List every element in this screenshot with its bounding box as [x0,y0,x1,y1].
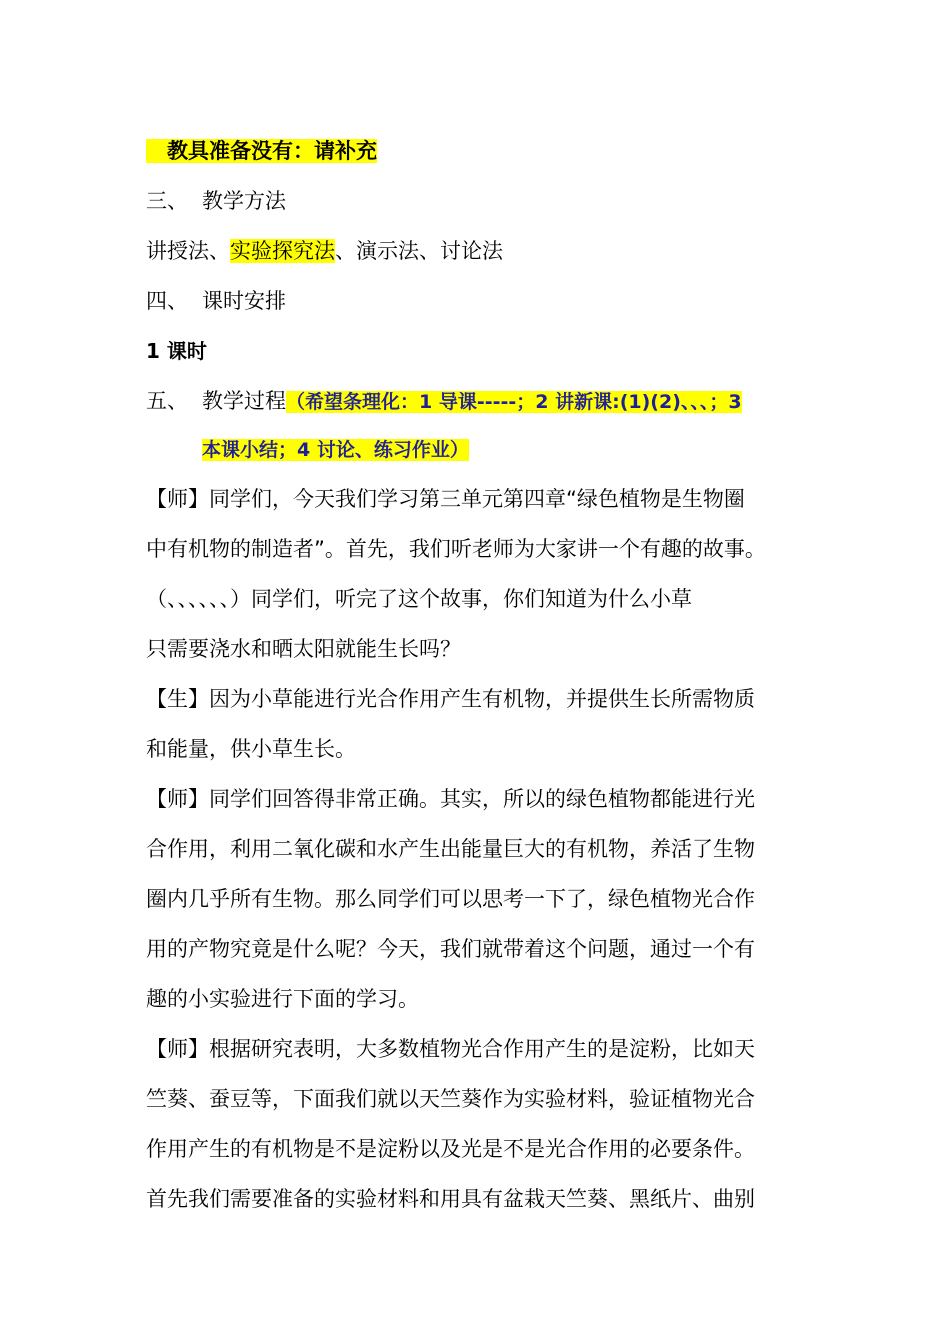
section-3-number: 三、 [146,189,188,213]
paragraph-line: 【生】因为小草能进行光合作用产生有机物，并提供生长所需物质 [146,687,755,711]
section-5-heading [146,386,816,417]
paragraph-line: 竺葵、蚕豆等，下面我们就以天竺葵作为实验材料，验证植物光合 [146,1087,755,1111]
teaching-aids-highlight: 教具准备没有：请补充 [146,139,377,163]
section-3-heading [146,186,816,216]
section-5-note-part2: 本课小结；4 讨论、练习作业） [202,439,469,461]
paragraph-line: 圈内几乎所有生物。那么同学们可以思考一下了，绿色植物光合作 [146,887,755,911]
section-3-title: 教学方法 [202,189,286,213]
section-5-number: 五、 [146,389,188,413]
class-hours: 1 课时 [146,339,207,363]
paragraph-line: 用的产物究竟是什么呢？今天，我们就带着这个问题，通过一个有 [146,937,755,961]
teaching-methods-line [146,236,816,266]
paragraph-line: 作用产生的有机物是不是淀粉以及光是不是光合作用的必要条件。 [146,1137,755,1161]
section-4-number: 四、 [146,289,188,313]
paragraph-line: 和能量，供小草生长。 [146,737,356,761]
section-5-note-part1: （希望条理化：1 导课-----；2 讲新课:(1)(2)、、、；3 [286,391,742,413]
section-5-title: 教学过程 [202,389,286,413]
paragraph-line: 首先我们需要准备的实验材料和用具有盆栽天竺葵、黑纸片、曲别 [146,1187,755,1211]
teaching-aids-note [146,136,816,166]
method-others: 、演示法、讨论法 [335,239,503,263]
paragraph-line: （、、、、、、）同学们，听完了这个故事，你们知道为什么小草 [146,587,692,611]
paragraph-line: 合作用，利用二氧化碳和水产生出能量巨大的有机物，养活了生物 [146,837,755,861]
section-4-title: 课时安排 [202,289,286,313]
section-5-note-continuation [202,434,872,465]
paragraph-line: 【师】同学们回答得非常正确。其实，所以的绿色植物都能进行光 [146,787,755,811]
method-experiment-highlight: 实验探究法 [230,239,335,263]
paragraph-line: 【师】同学们，今天我们学习第三单元第四章“绿色植物是生物圈 [146,487,745,511]
paragraph-line: 中有机物的制造者”。首先，我们听老师为大家讲一个有趣的故事。 [146,537,766,561]
method-lecture: 讲授法、 [146,239,230,263]
section-4-heading [146,286,816,316]
paragraph-line: 只需要浇水和晒太阳就能生长吗？ [146,637,461,661]
paragraph-line: 【师】根据研究表明，大多数植物光合作用产生的是淀粉，比如天 [146,1037,755,1061]
paragraph-line: 趣的小实验进行下面的学习。 [146,987,419,1011]
